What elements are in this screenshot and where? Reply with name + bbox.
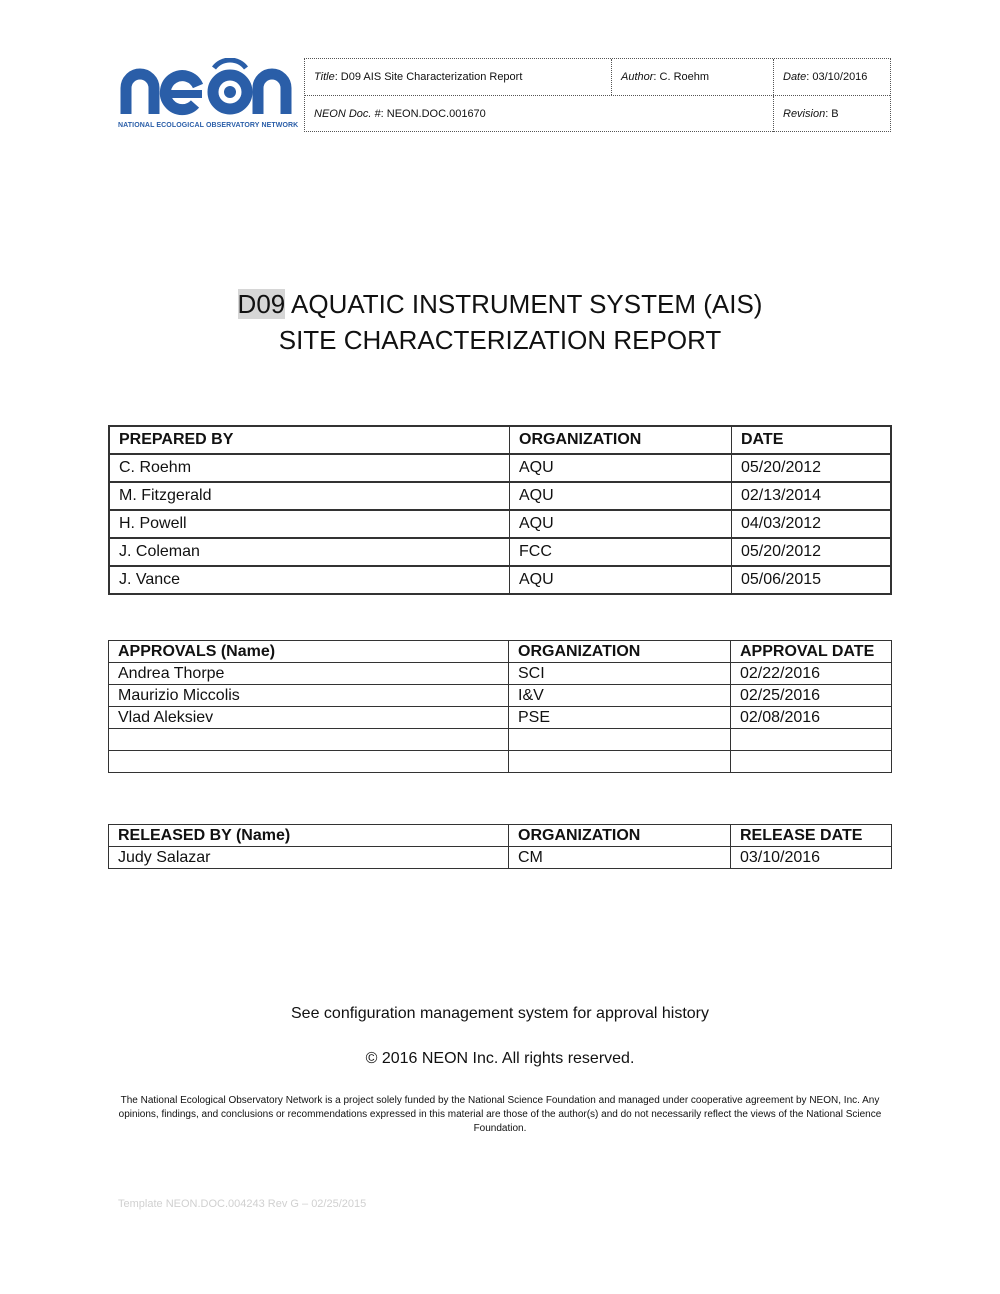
table-header-cell: RELEASE DATE (731, 825, 892, 847)
table-header-cell: ORGANIZATION (509, 641, 731, 663)
table-cell: PSE (509, 707, 731, 729)
table-row (109, 510, 891, 538)
config-note: See configuration management system for approval history (291, 1005, 709, 1022)
table-row (109, 751, 892, 773)
table-row (109, 538, 891, 566)
table-cell: AQU (510, 454, 732, 482)
table-header-cell: APPROVAL DATE (731, 641, 892, 663)
table-cell: 05/20/2012 (732, 454, 892, 482)
table-cell: C. Roehm (109, 454, 510, 482)
table-cell: J. Coleman (109, 538, 510, 566)
table-row (109, 663, 892, 685)
table-cell: Vlad Aleksiev (109, 707, 509, 729)
table-row (109, 847, 892, 869)
table-header-cell: RELEASED BY (Name) (109, 825, 509, 847)
table-header-cell: DATE (732, 426, 892, 454)
prepared-by-table (108, 425, 892, 595)
table-row (109, 685, 892, 707)
title-domain-highlight: D09 (237, 289, 286, 319)
table-cell: H. Powell (109, 510, 510, 538)
table-header-cell: APPROVALS (Name) (109, 641, 509, 663)
table-cell: CM (509, 847, 731, 869)
document-header (304, 58, 891, 132)
table-row (109, 729, 892, 751)
table-cell: 02/25/2016 (731, 685, 892, 707)
header-title: Title : D09 AIS Site Characterization Report (314, 71, 523, 83)
table-row (109, 454, 891, 482)
table-cell (109, 751, 509, 773)
table-cell: AQU (510, 566, 732, 594)
table-cell: 02/22/2016 (731, 663, 892, 685)
table-row (109, 566, 891, 594)
table-cell: AQU (510, 510, 732, 538)
table-cell: AQU (510, 482, 732, 510)
table-cell (109, 729, 509, 751)
table-cell: 02/13/2014 (732, 482, 892, 510)
template-id: Template NEON.DOC.004243 Rev G – 02/25/2015 (118, 1198, 367, 1210)
header-doc-number: NEON Doc. # : NEON.DOC.001670 (314, 108, 486, 120)
approvals-table (108, 640, 892, 773)
table-header-row (109, 641, 892, 663)
table-cell: 05/06/2015 (732, 566, 892, 594)
table-row (109, 482, 891, 510)
table-cell (731, 751, 892, 773)
logo-subtitle: NATIONAL ECOLOGICAL OBSERVATORY NETWORK (118, 122, 299, 129)
table-cell: Maurizio Miccolis (109, 685, 509, 707)
table-cell (731, 729, 892, 751)
table-header-cell: ORGANIZATION (509, 825, 731, 847)
copyright: © 2016 NEON Inc. All rights reserved. (365, 1050, 635, 1067)
released-by-table (108, 824, 892, 869)
header-revision: Revision : B (773, 96, 890, 132)
table-cell: 03/10/2016 (731, 847, 892, 869)
table-cell: J. Vance (109, 566, 510, 594)
table-cell (509, 729, 731, 751)
table-cell: 04/03/2012 (732, 510, 892, 538)
table-header-row (109, 426, 891, 454)
neon-logo (118, 58, 299, 136)
table-cell: Andrea Thorpe (109, 663, 509, 685)
neon-wordmark-icon (118, 58, 296, 118)
document-title: D09 AQUATIC INSTRUMENT SYSTEM (AIS) SITE CHARACTERIZATION REPORT (237, 289, 763, 355)
table-cell: M. Fitzgerald (109, 482, 510, 510)
table-cell: Judy Salazar (109, 847, 509, 869)
header-author: Author : C. Roehm (611, 59, 773, 95)
table-header-row (109, 825, 892, 847)
table-cell (509, 751, 731, 773)
table-header-cell: ORGANIZATION (510, 426, 732, 454)
header-date: Date : 03/10/2016 (773, 59, 890, 95)
table-row (109, 707, 892, 729)
disclaimer: The National Ecological Observatory Network is a project solely funded by the National Science Foundation and managed under cooperative agreement by NEON, Inc. Any opinions, findings, and conclusions or recommendations expressed in this material are those of the author(s) and do not necessarily reflect the views of the National Science Foundation. (118, 1095, 882, 1134)
table-header-cell: PREPARED BY (109, 426, 510, 454)
table-cell: I&V (509, 685, 731, 707)
table-cell: 05/20/2012 (732, 538, 892, 566)
table-cell: 02/08/2016 (731, 707, 892, 729)
table-cell: FCC (510, 538, 732, 566)
table-cell: SCI (509, 663, 731, 685)
